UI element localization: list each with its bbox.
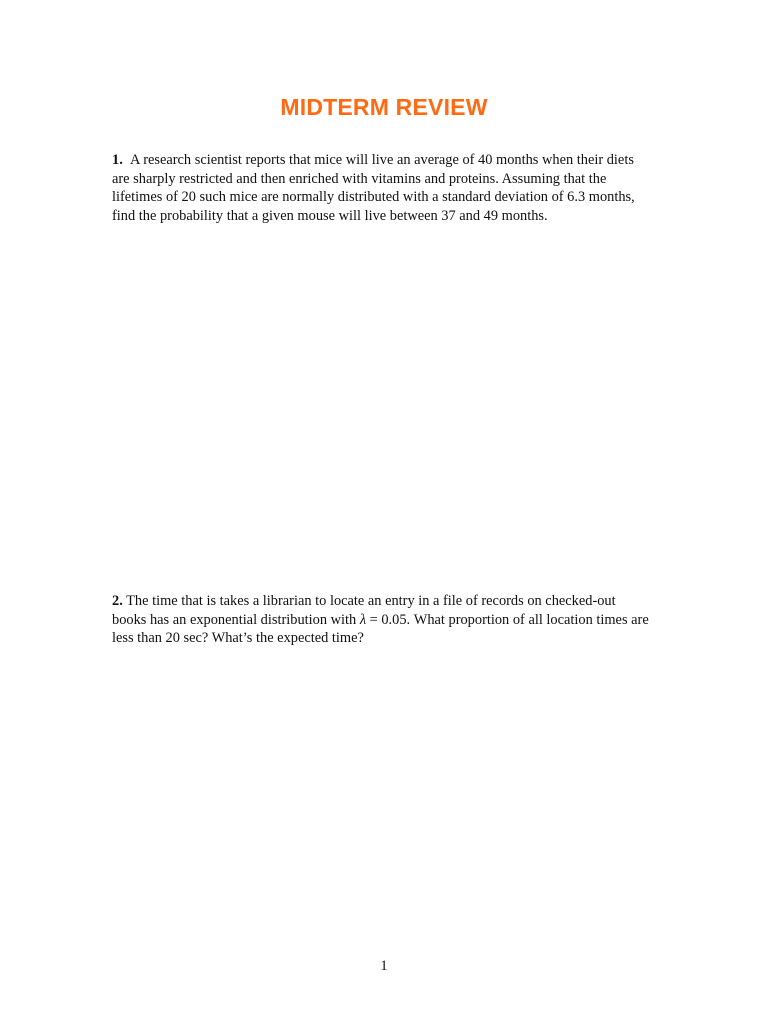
problem-1-text: A research scientist reports that mice will live an average of 40 months when their diets are sharply restricted and then enriched with vitamins and proteins. Assuming that the lifetimes of 20 such mice are normally distributed with a standard deviation of 6.3 months, find the probability that a given mouse will live between 37 and 49 months. <box>112 152 635 224</box>
problem-2-text-after: . What proportion of all location times are less than 20 sec? What’s the expected time? <box>112 611 649 647</box>
problem-2-text-before: The time that is takes a librarian to locate an entry in a file of records on checked-out books has an exponential distribution with <box>112 593 616 628</box>
problem-2 <box>112 592 652 648</box>
problem-1-number: 1. <box>112 152 123 168</box>
page-number: 1 <box>380 958 388 974</box>
lambda-value: = 0.05 <box>366 611 407 628</box>
problem-2-number: 2. <box>112 593 123 609</box>
page-title: MIDTERM REVIEW <box>280 94 488 120</box>
problem-1 <box>112 151 652 225</box>
lambda-symbol: λ <box>359 611 367 628</box>
